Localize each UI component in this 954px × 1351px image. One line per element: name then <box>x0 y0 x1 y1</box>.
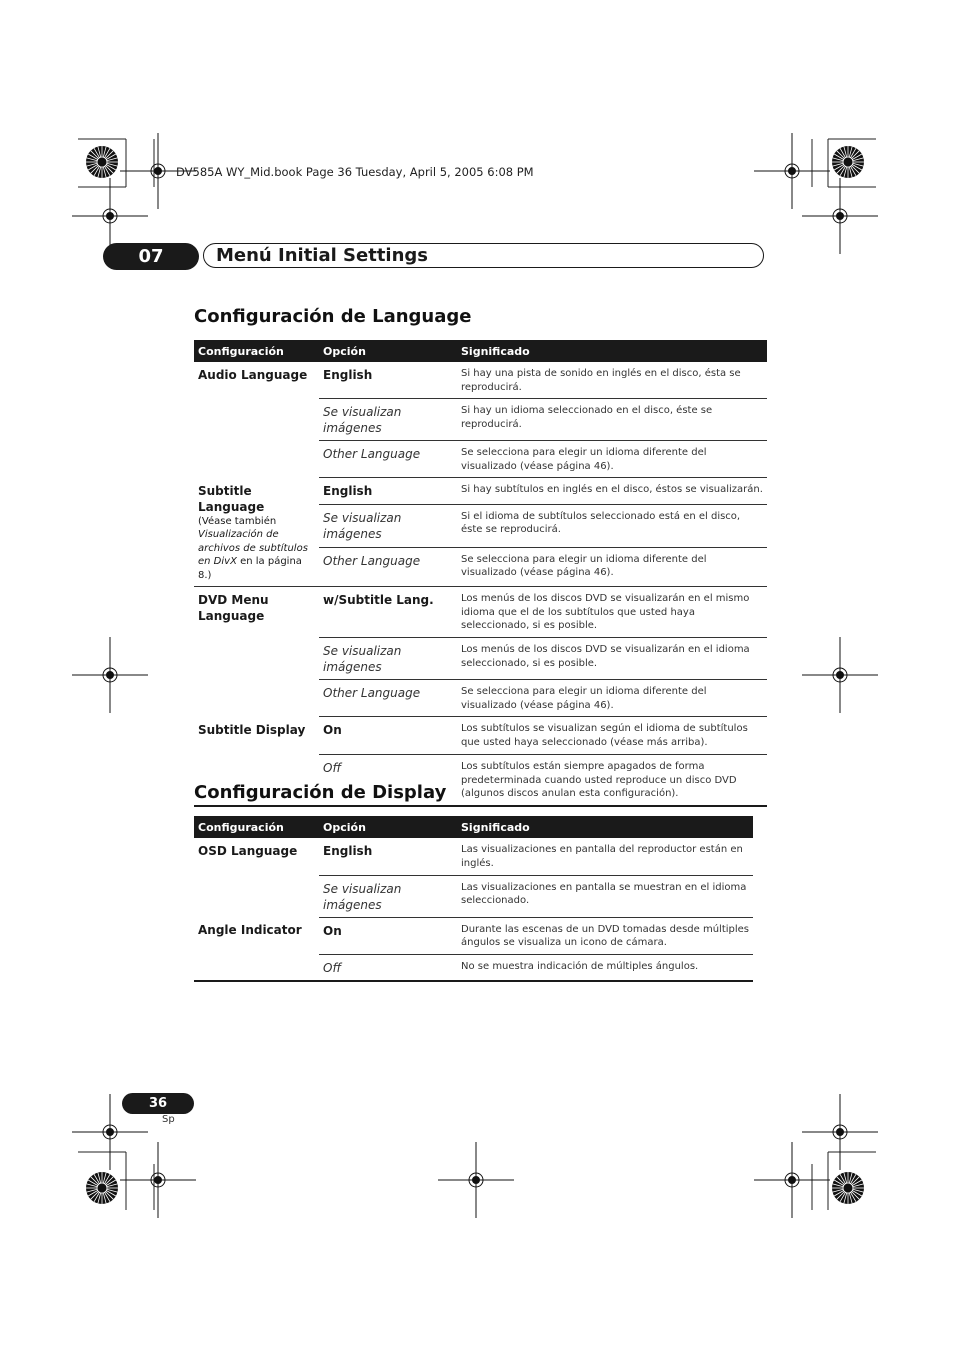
meaning-cell: Si hay un idioma seleccionado en el disco, éste se reproducirá. <box>457 399 767 441</box>
meaning-cell: Si hay subtítulos en inglés en el disco, éstos se visualizarán. <box>457 478 767 505</box>
header-option: Opción <box>319 816 457 838</box>
table-row <box>194 362 767 399</box>
option-cell: Se visualizan imágenes <box>319 504 457 547</box>
book-info: DV585A WY_Mid.book Page 36 Tuesday, April 5, 2005 6:08 PM <box>176 165 534 179</box>
meaning-cell: No se muestra indicación de múltiples ángulos. <box>461 960 699 972</box>
meaning-cell: Se selecciona para elegir un idioma diferente del visualizado (véase página 46). <box>457 680 767 717</box>
option-cell: Other Language <box>319 441 457 478</box>
header-meaning: Significado <box>457 340 767 362</box>
table-row <box>194 478 767 505</box>
setting-cell: Audio Language <box>198 368 308 382</box>
option-cell: w/Subtitle Lang. <box>319 587 457 638</box>
option-cell: On <box>319 717 457 755</box>
option-cell: Other Language <box>319 680 457 717</box>
table-header-row <box>194 340 767 362</box>
option-cell: Off <box>323 960 342 975</box>
table-header-row <box>194 816 753 838</box>
meaning-cell: Si el idioma de subtítulos seleccionado está en el disco, éste se reproducirá. <box>457 504 767 547</box>
page-language: Sp <box>162 1114 175 1125</box>
header-meaning: Significado <box>457 816 753 838</box>
setting-cell: Angle Indicator <box>198 923 302 937</box>
meaning-cell: Si hay una pista de sonido en inglés en el disco, ésta se reproducirá. <box>457 362 767 399</box>
table-row <box>194 917 753 954</box>
meaning-cell: Durante las escenas de un DVD tomadas desde múltiples ángulos se visualiza un icono de cámara. <box>457 917 753 954</box>
option-cell: Off <box>323 761 342 775</box>
language-section-title: Configuración de Language <box>194 306 472 327</box>
meaning-cell: Los subtítulos están siempre apagados de forma predeterminada cuando usted reproduce un disco DVD (algunos discos anulan esta configuración). <box>461 761 737 799</box>
header-option: Opción <box>319 340 457 362</box>
meaning-cell: Las visualizaciones en pantalla se muestran en el idioma seleccionado. <box>457 875 753 917</box>
option-cell: English <box>319 478 457 505</box>
chapter-title: Menú Initial Settings <box>203 243 764 268</box>
meaning-cell: Los menús de los discos DVD se visualizarán en el idioma seleccionado, si es posible. <box>457 638 767 680</box>
header-setting: Configuración <box>194 340 319 362</box>
display-table <box>194 816 753 982</box>
option-cell: On <box>319 917 457 954</box>
option-cell: Other Language <box>319 547 457 586</box>
meaning-cell: Se selecciona para elegir un idioma diferente del visualizado (véase página 46). <box>457 441 767 478</box>
meaning-cell: Los subtítulos se visualizan según el idioma de subtítulos que usted haya seleccionado (véase más arriba). <box>457 717 767 755</box>
page-number: 36 <box>122 1093 194 1114</box>
setting-cell: Subtitle Language (Véase también Visualización de archivos de subtítulos en DivX en la página 8.) <box>194 478 319 587</box>
option-cell: Se visualizan imágenes <box>319 638 457 680</box>
chapter-number: 07 <box>103 243 199 270</box>
table-row <box>194 587 767 638</box>
table-row <box>194 717 767 755</box>
meaning-cell: Las visualizaciones en pantalla del reproductor están en inglés. <box>457 838 753 875</box>
meaning-cell: Los menús de los discos DVD se visualizarán en el mismo idioma que el de los subtítulos que usted haya seleccionado, si es posible. <box>457 587 767 638</box>
option-cell: Se visualizan imágenes <box>319 399 457 441</box>
table-row <box>194 838 753 875</box>
meaning-cell: Se selecciona para elegir un idioma diferente del visualizado (véase página 46). <box>457 547 767 586</box>
option-cell: English <box>319 362 457 399</box>
setting-cell: Subtitle Display <box>198 722 306 737</box>
setting-cell: OSD Language <box>198 844 298 858</box>
setting-cell: DVD Menu Language <box>198 593 269 623</box>
header-setting: Configuración <box>194 816 319 838</box>
display-section-title: Configuración de Display <box>194 782 447 803</box>
setting-note: (Véase también Visualización de archivos de subtítulos en DivX en la página 8.) <box>198 515 308 581</box>
option-cell: Se visualizan imágenes <box>319 875 457 917</box>
language-table <box>194 340 767 807</box>
option-cell: English <box>319 838 457 875</box>
